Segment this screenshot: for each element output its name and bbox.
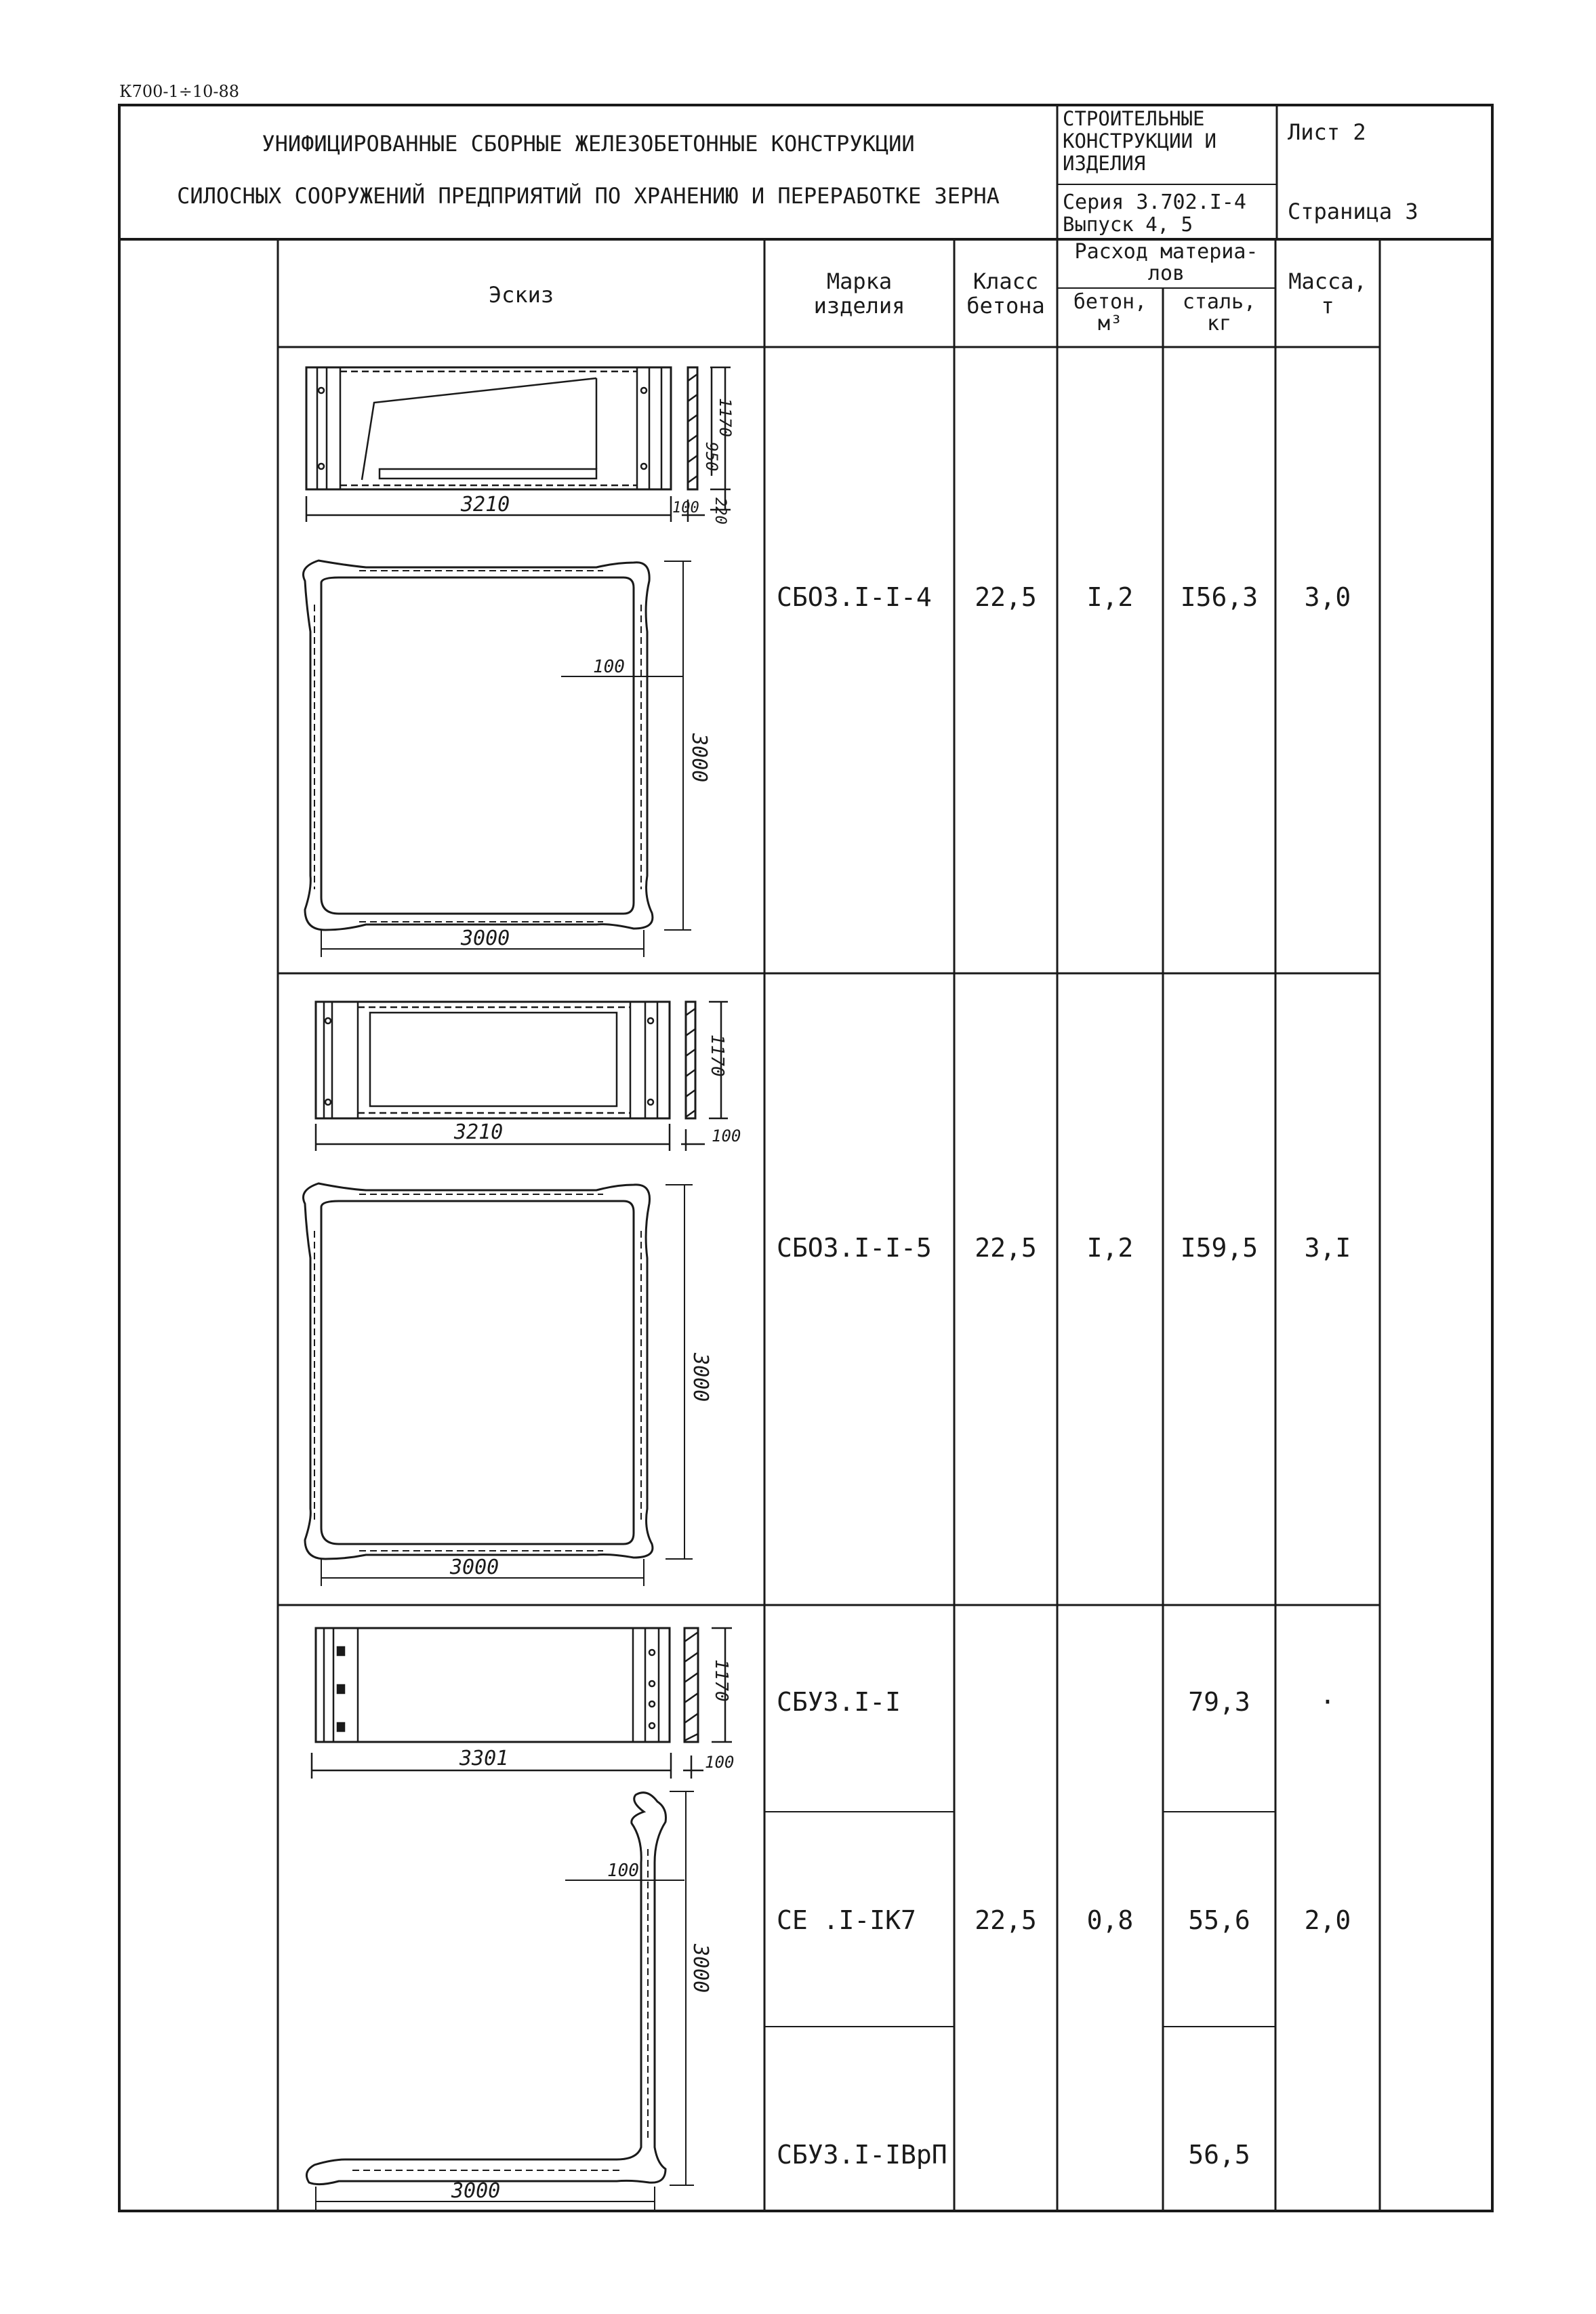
column-header-concrete-line-1: бетон, [1073, 290, 1147, 314]
row-2-mark: СБОЗ.I-I-5 [777, 1233, 932, 1263]
sketch-2-length-label: 3210 [454, 1120, 504, 1144]
row-2-concrete: I,2 [1086, 1233, 1134, 1263]
group-item-2-mark: СЕ .I-IК7 [777, 1905, 916, 1935]
column-header-mark-line-1: Марка [826, 268, 893, 294]
column-header-concrete-line-2: м³ [1097, 312, 1123, 336]
column-header-sketch: Эскиз [488, 282, 554, 308]
sketch-4-plan-width-label: 3000 [451, 2179, 501, 2203]
row-1-steel: I56,3 [1180, 582, 1259, 612]
column-header-consumption-line-2: лов [1147, 262, 1185, 285]
column-header-mark-line-2: изделия [813, 293, 905, 319]
sketch-1-height-1170-label: 1170 [716, 398, 735, 437]
issue-number: Выпуск 4, 5 [1063, 213, 1193, 236]
sketch-4-inner-label: 100 [607, 1861, 639, 1881]
group-class: 22,5 [975, 1905, 1037, 1935]
column-header-class-line-2: бетона [966, 293, 1045, 319]
page-number: Страница 3 [1288, 199, 1418, 224]
sketch-3-wall-label: 100 [705, 1753, 735, 1772]
group-extra-mark: · [1319, 1687, 1336, 1717]
sketch-2-wall-label: 100 [712, 1126, 741, 1145]
sketch-1-drawing [278, 347, 764, 973]
column-header-mass-line-1: Масса, [1288, 268, 1367, 294]
group-item-1-steel: 79,3 [1188, 1687, 1250, 1717]
sketch-2-drawing [278, 973, 764, 1605]
row-1-mass: 3,0 [1304, 582, 1351, 612]
category-line-2: КОНСТРУКЦИИ И [1063, 129, 1216, 153]
sketch-3-drawing [278, 1605, 764, 2211]
sketch-1-plan-width-label: 3000 [461, 927, 510, 950]
category-line-3: ИЗДЕЛИЯ [1063, 152, 1146, 175]
sketch-3-height-label: 1170 [711, 1659, 731, 1702]
sketch-1-plan-height-label: 3000 [687, 733, 711, 783]
row-2-steel: I59,5 [1180, 1233, 1259, 1263]
category-line-1: СТРОИТЕЛЬНЫЕ [1063, 107, 1205, 130]
title-line-2: СИЛОСНЫХ СООРУЖЕНИЙ ПРЕДПРИЯТИЙ ПО ХРАНЕНИЮ И ПЕРЕРАБОТКЕ ЗЕРНА [177, 183, 1000, 209]
column-header-mass-line-2: т [1321, 293, 1334, 319]
sketch-1-wall-label: 100 [672, 500, 699, 516]
series-number: Серия 3.702.I-4 [1063, 190, 1246, 214]
sketch-3-length-label: 3301 [459, 1747, 509, 1770]
group-item-3-steel: 56,5 [1188, 2140, 1250, 2170]
column-header-steel-line-1: сталь, [1182, 290, 1256, 314]
sketch-4-plan-height-label: 3000 [689, 1944, 712, 1993]
group-item-1-mark: СБУЗ.I-I [777, 1687, 901, 1717]
row-1-class: 22,5 [975, 582, 1037, 612]
document-code: К700-1÷10-88 [119, 82, 240, 101]
sheet-number: Лист 2 [1288, 119, 1366, 145]
row-1-concrete: I,2 [1086, 582, 1134, 612]
column-header-class-line-1: Класс [973, 268, 1039, 294]
sketch-1-length-label: 3210 [461, 493, 510, 516]
sketch-1-height-950-label: 950 [702, 442, 721, 472]
column-header-steel-line-2: кг [1206, 312, 1232, 336]
sketch-2-plan-height-label: 3000 [689, 1353, 712, 1402]
sketch-1-height-220-label: 220 [712, 498, 729, 525]
row-1-mark: СБОЗ.I-I-4 [777, 582, 932, 612]
group-concrete: 0,8 [1086, 1905, 1134, 1935]
group-mass: 2,0 [1304, 1905, 1351, 1935]
sketch-2-plan-width-label: 3000 [450, 1556, 499, 1579]
column-header-consumption-line-1: Расход материа- [1074, 240, 1259, 264]
row-2-mass: 3,I [1304, 1233, 1351, 1263]
row-2-class: 22,5 [975, 1233, 1037, 1263]
sketch-2-height-label: 1170 [707, 1034, 727, 1077]
group-item-2-steel: 55,6 [1188, 1905, 1250, 1935]
title-line-1: УНИФИЦИРОВАННЫЕ СБОРНЫЕ ЖЕЛЕЗОБЕТОННЫЕ КОНСТРУКЦИИ [262, 131, 915, 157]
sketch-1-inner-label: 100 [593, 657, 625, 677]
group-item-3-mark: СБУЗ.I-IВрП [777, 2140, 947, 2170]
